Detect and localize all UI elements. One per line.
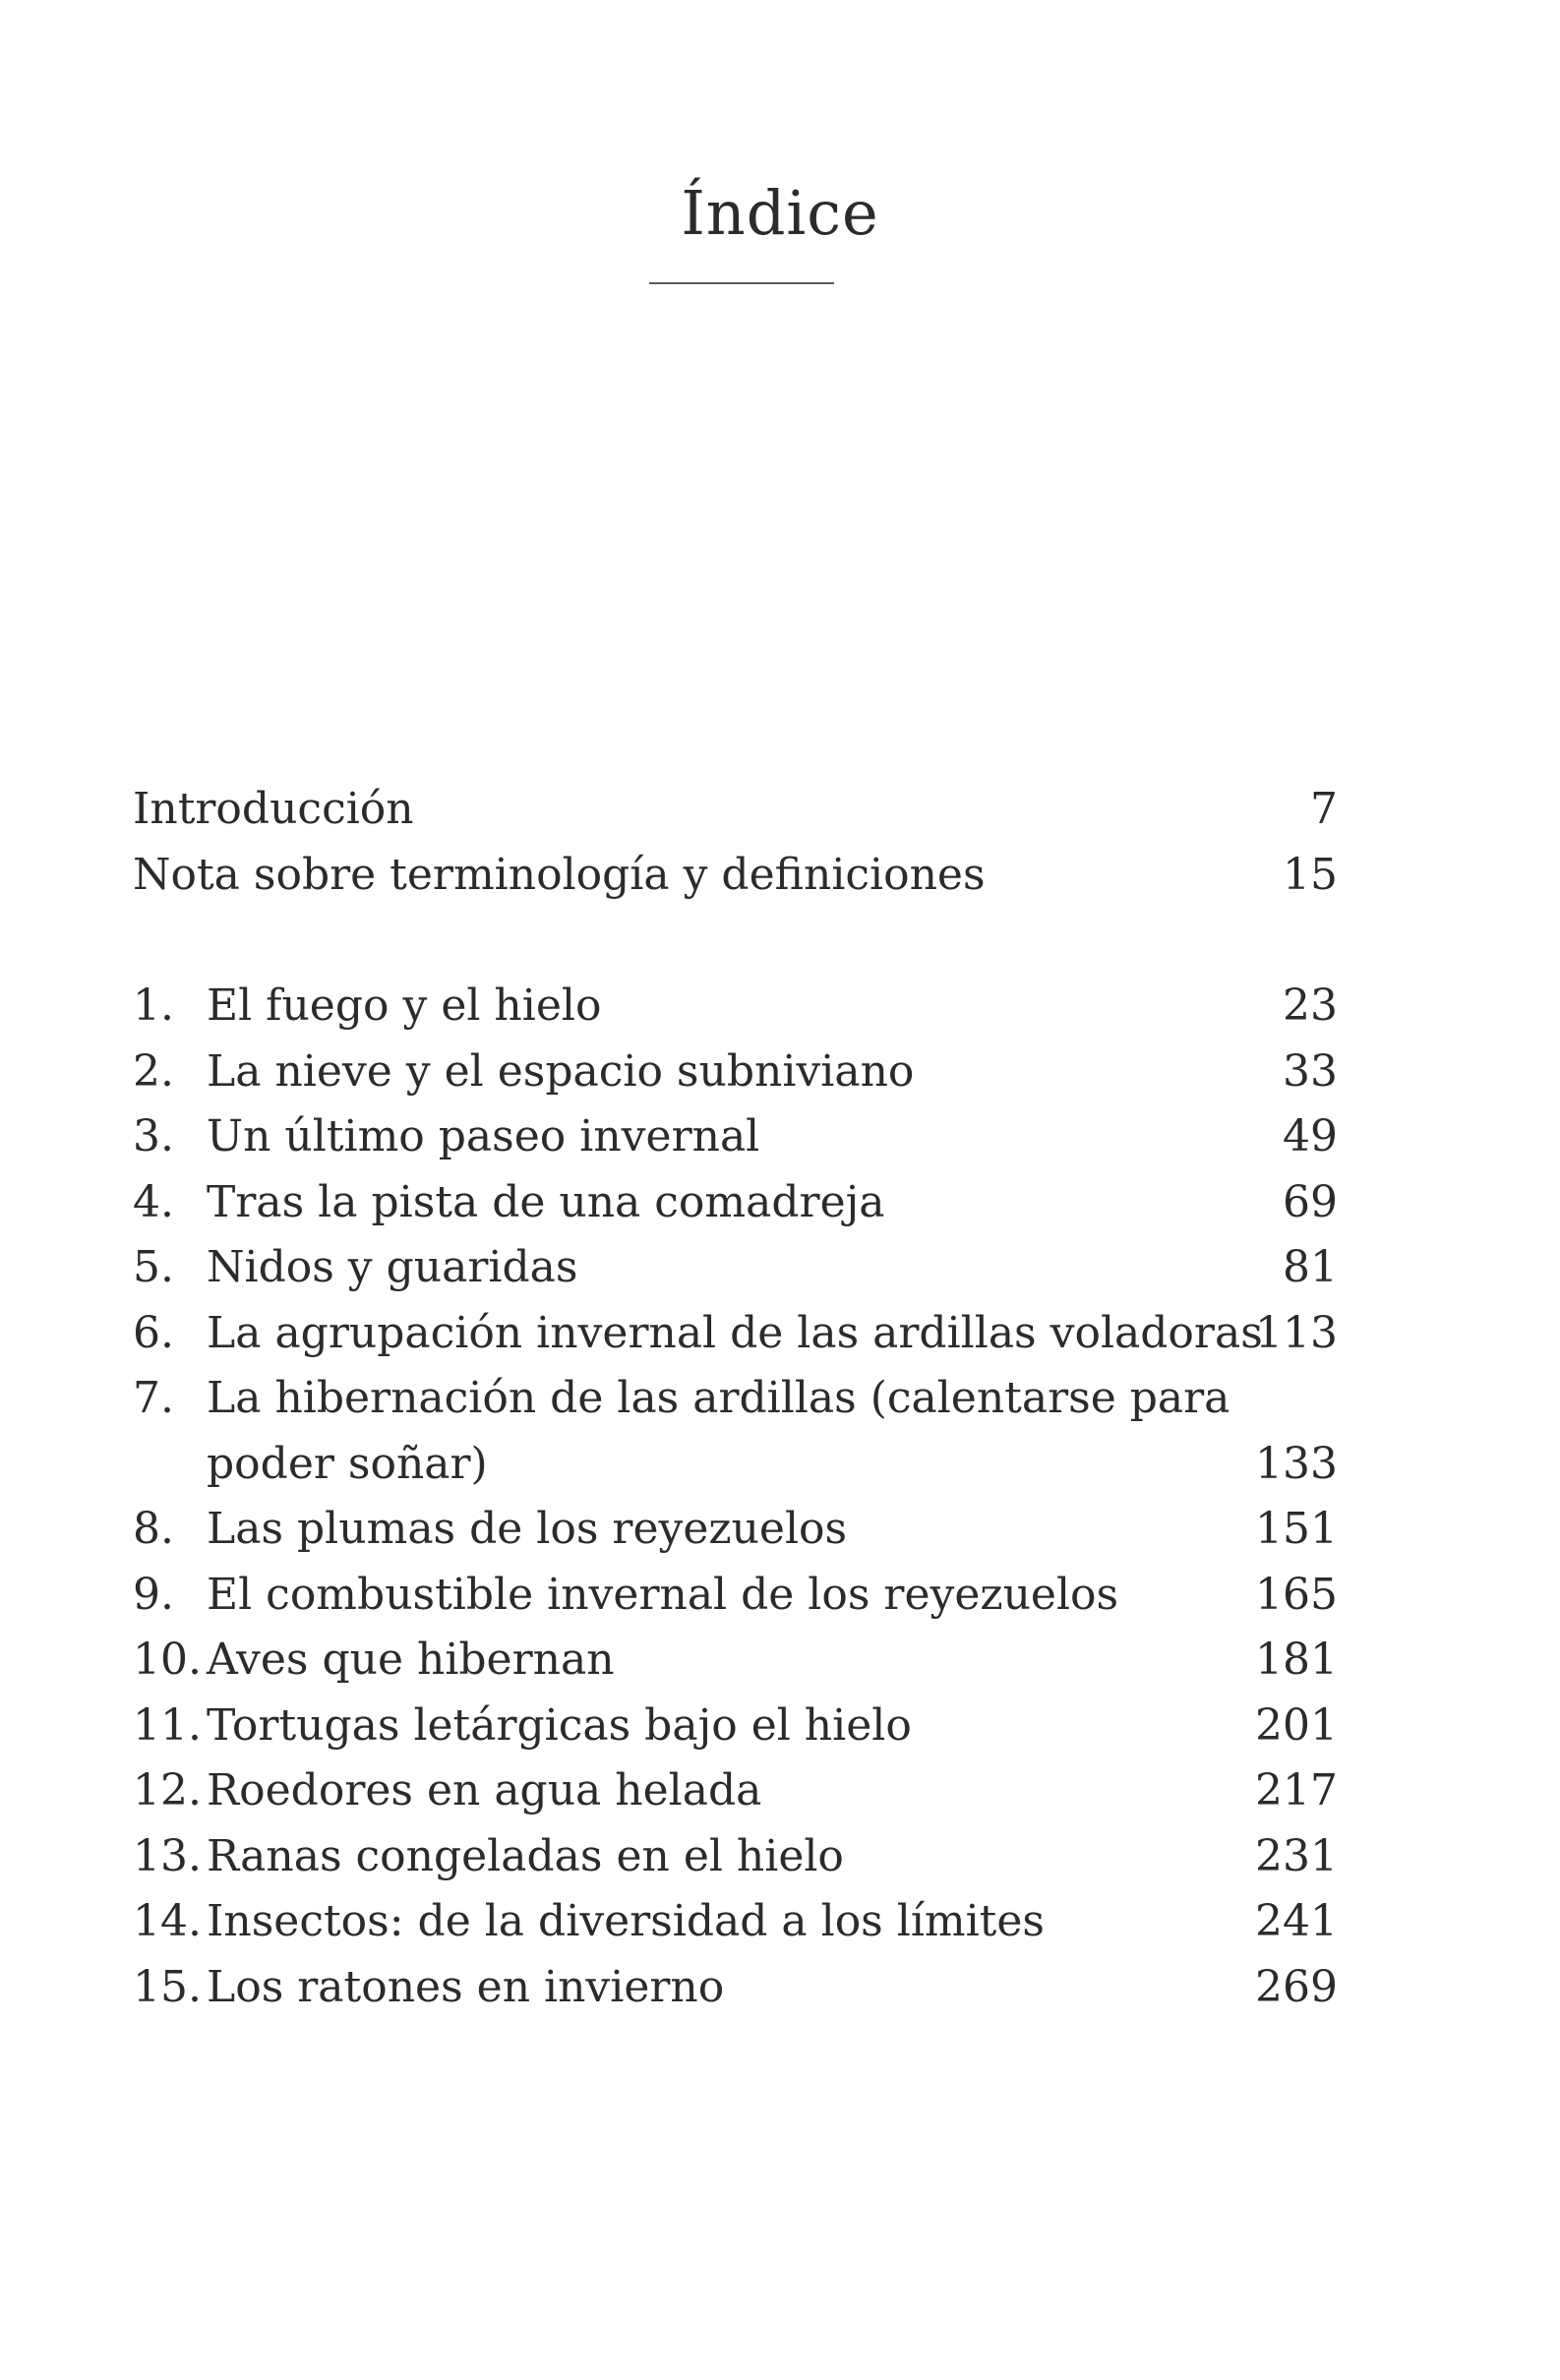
chapter-title: La nieve y el espacio subniviano	[207, 1045, 915, 1097]
chapter-number: 5.	[133, 1242, 174, 1292]
chapter-number: 9.	[133, 1569, 174, 1620]
toc-entry-introduction[interactable]	[133, 777, 1338, 843]
chapter-page: 241	[1255, 1896, 1338, 1946]
chapter-title-continuation: poder soñar)	[207, 1438, 488, 1489]
chapter-page: 201	[1255, 1699, 1338, 1751]
chapter-number: 2.	[133, 1045, 174, 1097]
chapter-title: El combustible invernal de los reyezuelos	[207, 1569, 1119, 1620]
toc-entry-title: Introducción	[133, 784, 414, 834]
chapter-title: Las plumas de los reyezuelos	[207, 1504, 848, 1554]
chapter-page: 23	[1283, 981, 1338, 1031]
chapter-number: 3.	[133, 1111, 174, 1161]
chapter-title: Ranas congeladas en el hielo	[207, 1830, 844, 1881]
toc-chapter-1[interactable]	[133, 974, 1338, 1040]
toc-chapter-14[interactable]	[133, 1889, 1338, 1955]
chapter-title: La hibernación de las ardillas (calentarse para	[207, 1373, 1230, 1423]
chapter-page: 133	[1255, 1438, 1338, 1489]
toc-entry-page: 15	[1283, 849, 1338, 900]
toc-chapter-4[interactable]	[133, 1170, 1338, 1236]
toc-chapter-9[interactable]	[133, 1563, 1338, 1629]
chapter-number: 15.	[133, 1961, 202, 2012]
chapter-number: 6.	[133, 1307, 174, 1358]
toc-chapter-3[interactable]	[133, 1104, 1338, 1170]
chapter-title: Tras la pista de una comadreja	[207, 1176, 885, 1227]
chapter-title: Insectos: de la diversidad a los límites	[207, 1896, 1045, 1946]
chapter-title: Tortugas letárgicas bajo el hielo	[207, 1699, 912, 1751]
chapter-title: Un último paseo invernal	[207, 1111, 760, 1161]
front-matter-list	[133, 777, 1338, 908]
chapter-number: 1.	[133, 981, 174, 1031]
page-title: Índice	[681, 177, 879, 249]
chapter-page: 81	[1283, 1242, 1338, 1292]
chapter-page: 217	[1255, 1765, 1338, 1815]
toc-chapter-10[interactable]	[133, 1628, 1338, 1694]
toc-chapter-2[interactable]	[133, 1040, 1338, 1105]
chapter-number: 8.	[133, 1504, 174, 1554]
chapter-title: El fuego y el hielo	[207, 981, 602, 1031]
toc-entry-title: Nota sobre terminología y definiciones	[133, 849, 986, 900]
chapter-page: 269	[1255, 1961, 1338, 2012]
chapter-page: 69	[1283, 1176, 1338, 1227]
chapter-page: 113	[1255, 1307, 1338, 1358]
toc-chapter-5[interactable]	[133, 1235, 1338, 1301]
chapter-title: La agrupación invernal de las ardillas voladoras	[207, 1307, 1263, 1358]
chapter-number: 12.	[133, 1765, 202, 1815]
chapter-page: 49	[1283, 1111, 1338, 1161]
chapter-page: 181	[1255, 1635, 1338, 1685]
toc-chapter-7[interactable]	[133, 1366, 1338, 1497]
chapter-title: Nidos y guaridas	[207, 1242, 578, 1292]
toc-chapter-11[interactable]	[133, 1694, 1338, 1759]
toc-entry-page: 7	[1310, 784, 1338, 834]
chapter-number: 10.	[133, 1635, 202, 1685]
toc-chapter-6[interactable]	[133, 1301, 1338, 1367]
chapter-number: 4.	[133, 1176, 174, 1227]
chapter-number: 14.	[133, 1896, 202, 1946]
chapter-title: Roedores en agua helada	[207, 1765, 762, 1815]
chapter-page: 231	[1255, 1830, 1338, 1881]
toc-chapter-15[interactable]	[133, 1955, 1338, 2021]
chapter-number: 13.	[133, 1830, 202, 1881]
chapter-page: 165	[1255, 1569, 1338, 1620]
toc-entry-terminology-note[interactable]	[133, 843, 1338, 909]
toc-chapter-8[interactable]	[133, 1497, 1338, 1563]
chapter-number: 11.	[133, 1699, 202, 1751]
toc-chapter-12[interactable]	[133, 1758, 1338, 1824]
title-rule	[649, 282, 834, 284]
chapter-number: 7.	[133, 1373, 174, 1423]
toc-chapter-13[interactable]	[133, 1824, 1338, 1890]
chapter-list	[133, 974, 1338, 2020]
chapter-title: Los ratones en invierno	[207, 1961, 725, 2012]
chapter-page: 33	[1283, 1045, 1338, 1097]
chapter-title: Aves que hibernan	[207, 1635, 615, 1685]
chapter-page: 151	[1255, 1504, 1338, 1554]
